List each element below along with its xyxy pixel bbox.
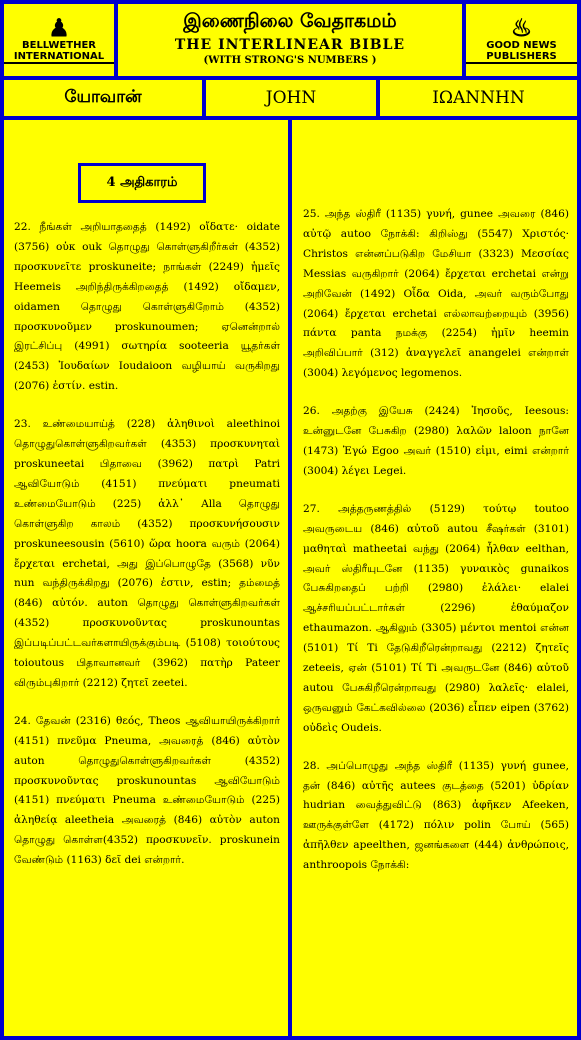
- shepherd-icon: ♟: [48, 13, 70, 42]
- bellwether-logo-text: BELLWETHER INTERNATIONAL: [4, 40, 114, 64]
- verse-22: 22. நீங்கள் அறியாததைத் (1492) οἴδατε· oidate (3756) οὐκ ouk தொழுது கொள்ளுகிறீர்கள் (4352) προσκυνεῖτε proskuneite; நாங்கள் (2249) ἡμεῖς Heemeis அறிந்திருக்கிறதைத் (1492) οἴδαμεν, oidamen தொழுது கொள்ளுகிறோம் (4352) προσκυνοῦμεν proskunoumen; ஏனென்றால் இரட்சிப்பு (4991) σωτηρία sooteeria யூதர்கள் (2453) Ἰουδαίων Ioudaioon வழியாய் வருகிறது (2076) ἐστίν. estin.: [14, 221, 280, 393]
- verse-25: 25. அந்த ஸ்திரீ (1135) γυνή, gunee அவரை (846) αὐτῷ autoo நோக்கி: கிறிஸ்து (5547) Χριστός· Christos என்னப்படுகிற மேசியா (3323) Μεσσίας Messias வருகிறார் (2064) ἔρχεται erchetai என்று அறிவேன் (1492) Οἶδα Oida, அவர் வரும்போது (2064) ἔρχεται erchetai எல்லாவற்றையும் (3956) πάντα panta நமக்கு (2254) ἡμῖν heemin அறிவிப்பார் (312) ἀναγγελεῖ anangelei என்றாள் (3004) λεγόμενος legomenos.: [303, 208, 569, 380]
- title-subtitle: (WITH STRONG'S NUMBERS ): [203, 55, 377, 66]
- bellwether-logo: [4, 4, 114, 76]
- good-news-logo-text: GOOD NEWS PUBLISHERS: [466, 40, 577, 64]
- lamp-icon: ♨: [510, 13, 533, 42]
- chapter-label: 4 அதிகாரம்: [78, 163, 206, 203]
- right-column-text: [303, 205, 569, 894]
- title-english: THE INTERLINEAR BIBLE: [174, 37, 406, 53]
- title-tamil: இணைநிலை வேதாகமம்: [183, 10, 397, 32]
- left-column-text: [14, 218, 280, 889]
- verse-23: 23. உண்மையாய்த் (228) ἀληθινοὶ aleethinoi தொழுதுகொள்ளுகிறவர்கள் (4353) προσκυνηταὶ proskuneetai பிதாவை (3962) πατρὶ Patri ஆவியோடும் (4151) πνεύματι pneumati உண்மையோடும் (225) ἀλλ᾽ Alla தொழுது கொள்ளுகிற காலம் (4352) προσκυνήσουσιν proskuneesousin (5610) ὥρα hoora வரும் (2064) ἔρχεται erchetai, அது இப்பொழுதே (3568) νῦν nun வந்திருக்கிறது (2076) ἐστιν, estin; தம்மைத் (846) αὐτόν. auton தொழுது கொள்ளுகிறவர்கள் (4352) προσκυνοῦντας proskunountas இப்படிப்பட்டவர்களாயிருக்கும்படி (5108) τοιούτους toioutous பிதாவானவர் (3962) πατὴρ Pateer விரும்புகிறார் (2212) ζητεῖ zeetei.: [14, 418, 280, 689]
- verse-26: 26. அதற்கு இயேசு (2424) Ἰησοῦς, Ieesous: உன்னுடனே பேசுகிற (2980) λαλῶν laloon நானே (1473) Ἐγώ Egoo அவர் (1510) εἰμι, eimi என்றார் (3004) λέγει Legei.: [303, 405, 569, 477]
- verse-27: 27. அத்தருணத்தில் (5129) τούτῳ toutoo அவருடைய (846) αὐτοῦ autou சீஷர்கள் (3101) μαθηταὶ matheetai வந்து (2064) ἦλθαν eelthan, அவர் ஸ்திரீயுடனே (1135) γυναικὸς gunaikos பேசுகிறதைப் பற்றி (2980) ἐλάλει· elalei ஆச்சரியப்பட்டார்கள் (2296) ἐθαύμαζον ethaumazon. ஆகிலும் (3305) μέντοι mentoi என்ன (5101) Τί Ti தேடுகிறீரென்றாவது (2212) ζητεῖς zeteeis, ஏன் (5101) Τί Ti அவருடனே (846) αὐτοῦ autou பேசுகிறீரென்றாவது (2980) λαλεῖς· elalei, ஒருவனும் கேட்கவில்லை (2036) εἶπεν eipen (3762) οὐδεὶς Oudeis.: [303, 502, 569, 734]
- header-title-block: [118, 4, 462, 76]
- good-news-logo: [466, 4, 577, 76]
- book-name-tamil: யோவான்: [4, 80, 202, 116]
- verse-24: 24. தேவன் (2316) θεός, Theos ஆவியாயிருக்கிறார் (4151) πνεῦμα Pneuma, அவரைத் (846) αὐτὸν auton தொழுதுகொள்ளுகிறவர்கள் (4352) προσκυνοῦντας proskunountas ஆவியோடும் (4151) πνεύματι Pneuma உண்மையோடும் (225) ἀληθείᾳ aleetheia அவரைத் (846) αὐτὸν auton தொழுது கொள்ள(4352) προσκυνεῖν. proskunein வேண்டும் (1163) δεῖ dei என்றார்.: [14, 714, 280, 867]
- book-name-english: JOHN: [206, 80, 376, 116]
- verse-28: 28. அப்பொழுது அந்த ஸ்திரீ (1135) γυνή gunee, தன் (846) αὐτῆς autees குடத்தை (5201) ὑδρίαν hudrian வைத்துவிட்டு (863) ἀφῆκεν Afeeken, ஊருக்குள்ளே (4172) πόλιν polin போய் (565) ἀπῆλθεν apeelthen, ஜனங்களை (444) ἀνθρώποις, anthroopois நோக்கி:: [303, 759, 569, 872]
- book-name-greek: IΩANNHN: [380, 80, 577, 116]
